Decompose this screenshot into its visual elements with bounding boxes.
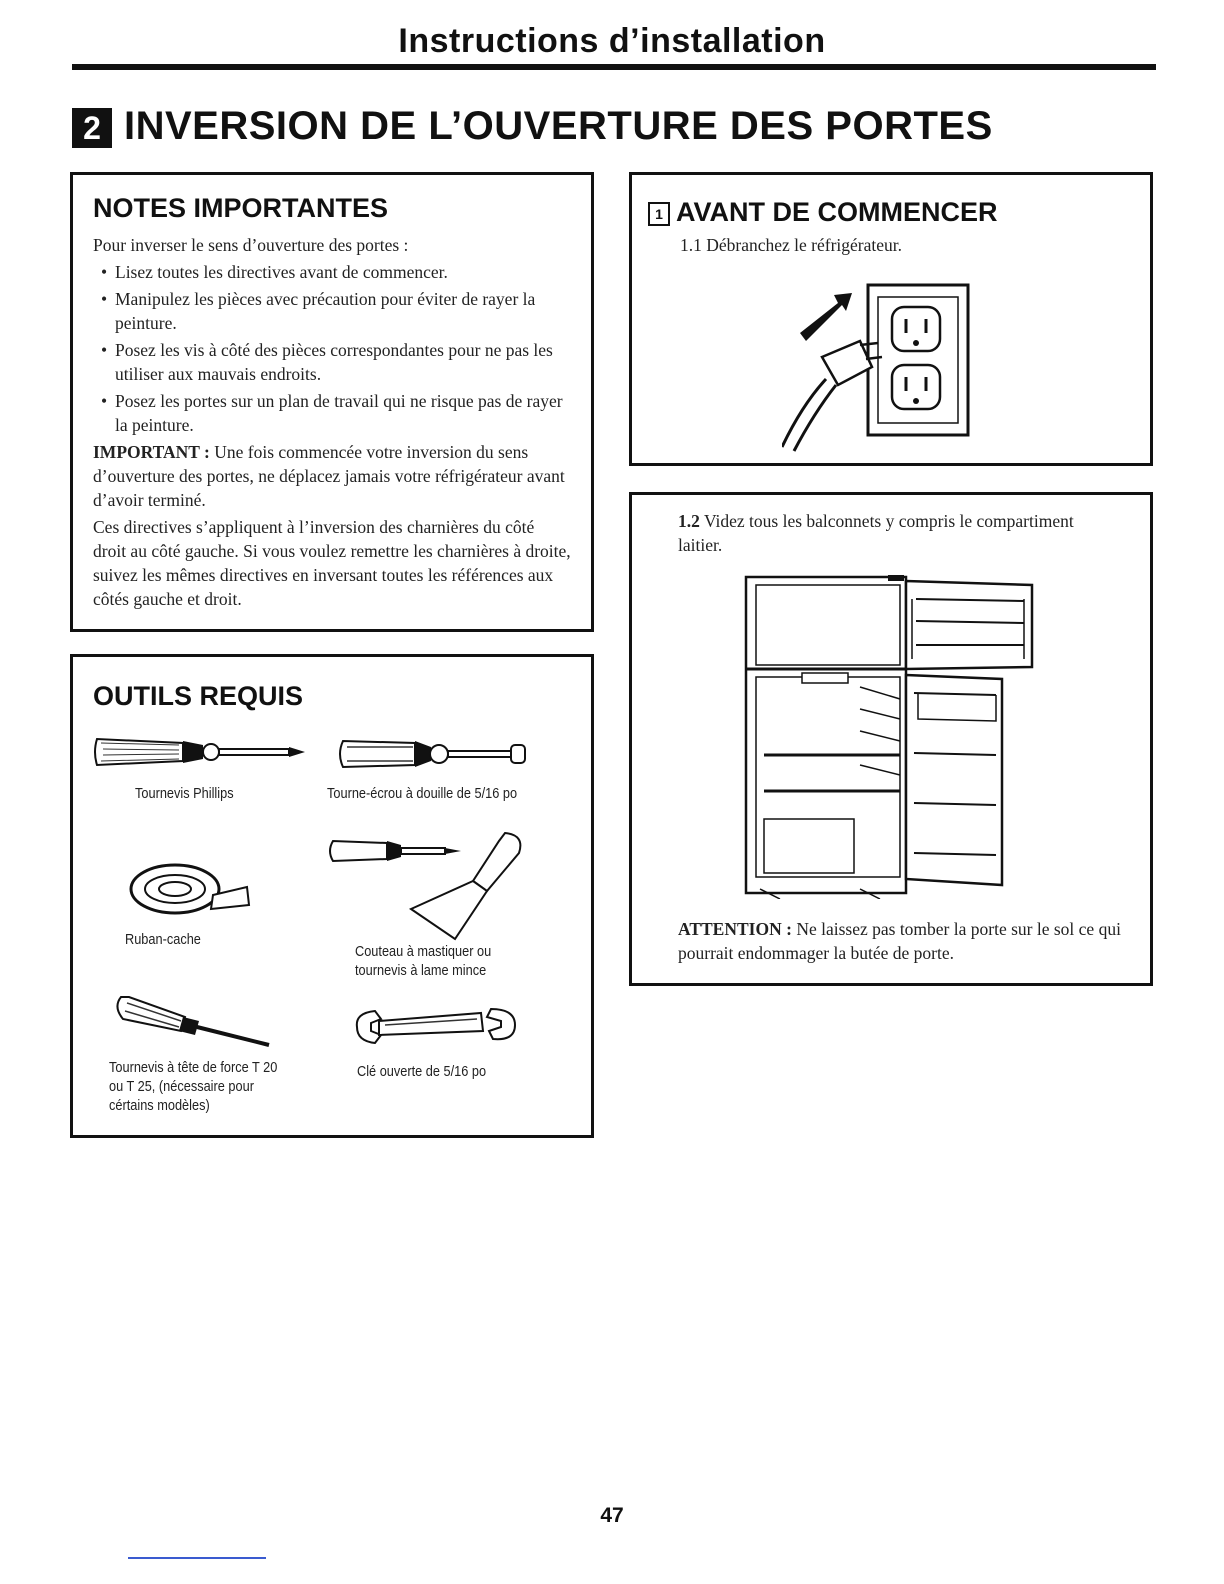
tool-label: Couteau à mastiquer ou tournevis à lame mince xyxy=(355,944,492,979)
step-1-1-text: Débranchez le réfrigérateur. xyxy=(706,235,903,255)
list-item: • Posez les vis à côté des pièces correspondantes pour ne pas les utiliser aux mauvais endroits. xyxy=(93,338,571,386)
avant-heading: AVANT DE COMMENCER xyxy=(676,197,998,227)
tool-label: Ruban-cache xyxy=(125,932,201,948)
step-1-2-box xyxy=(629,492,1153,986)
tool-label: Tournevis à tête de force T 20 ou T 25, (nécessaire pour cértains modèles) xyxy=(109,1060,278,1114)
unplug-outlet-icon xyxy=(782,275,982,455)
step-1-2-number: 1.2 xyxy=(678,511,700,531)
putty-knife-icon xyxy=(325,827,535,947)
attention-note xyxy=(678,917,1138,965)
nut-driver-icon xyxy=(335,729,535,779)
refrigerator-open-icon xyxy=(740,569,1040,899)
important-paragraph xyxy=(93,440,571,512)
avant-heading-row xyxy=(648,197,998,228)
notes-intro: Pour inverser le sens d’ouverture des portes : xyxy=(93,235,409,255)
attention-label: ATTENTION : xyxy=(678,919,792,939)
page-header-title: Instructions d’installation xyxy=(398,22,826,60)
notes-list xyxy=(93,260,571,437)
masking-tape-icon xyxy=(125,857,255,927)
step-1-1-number: 1.1 xyxy=(680,235,702,255)
open-end-wrench-icon xyxy=(351,1005,521,1049)
step-1-2 xyxy=(678,509,1108,557)
footer-rule xyxy=(128,1557,266,1559)
notes-body xyxy=(93,233,571,611)
tool-label: Tourne-écrou à douille de 5/16 po xyxy=(327,786,518,802)
header-divider xyxy=(72,64,1156,70)
step-1-2-text: Videz tous les balconnets y compris le compartiment laitier. xyxy=(678,511,1074,555)
important-label: IMPORTANT : xyxy=(93,442,210,462)
list-item: • Manipulez les pièces avec précaution pour éviter de rayer la peinture. xyxy=(93,287,571,335)
tools-box xyxy=(70,654,594,1138)
page-number: 47 xyxy=(600,1504,624,1527)
list-item: • Posez les portes sur un plan de travail qui ne risque pas de rayer la peinture. xyxy=(93,389,571,437)
section-number-badge: 2 xyxy=(72,108,112,148)
tools-heading: OUTILS REQUIS xyxy=(93,681,304,711)
important-text: Une fois commencée votre inversion du sens d’ouverture des portes, ne déplacez jamais votre réfrigérateur avant d’avoir terminé. xyxy=(93,442,565,510)
directives-paragraph: Ces directives s’appliquent à l’inversion des charnières du côté droit au côté gauche. Si vous voulez remettre les charnières à droite, suivez les mêmes directives en inversant toutes les références aux côtés gauche et droit. xyxy=(93,517,571,609)
tool-label: Clé ouverte de 5/16 po xyxy=(357,1064,487,1080)
notes-heading: NOTES IMPORTANTES xyxy=(93,193,389,223)
attention-text: Ne laissez pas tomber la porte sur le sol ce qui pourrait endommager la butée de porte. xyxy=(678,919,1121,963)
list-item: • Lisez toutes les directives avant de commencer. xyxy=(93,260,571,284)
step-number-box: 1 xyxy=(648,202,670,226)
tool-label: Tournevis Phillips xyxy=(135,786,234,802)
section-title: INVERSION DE L’OUVERTURE DES PORTES xyxy=(124,104,993,148)
notes-box xyxy=(70,172,594,632)
step-1-1 xyxy=(680,233,902,257)
avant-box xyxy=(629,172,1153,466)
phillips-screwdriver-icon xyxy=(91,727,311,777)
torx-screwdriver-icon xyxy=(111,991,281,1051)
